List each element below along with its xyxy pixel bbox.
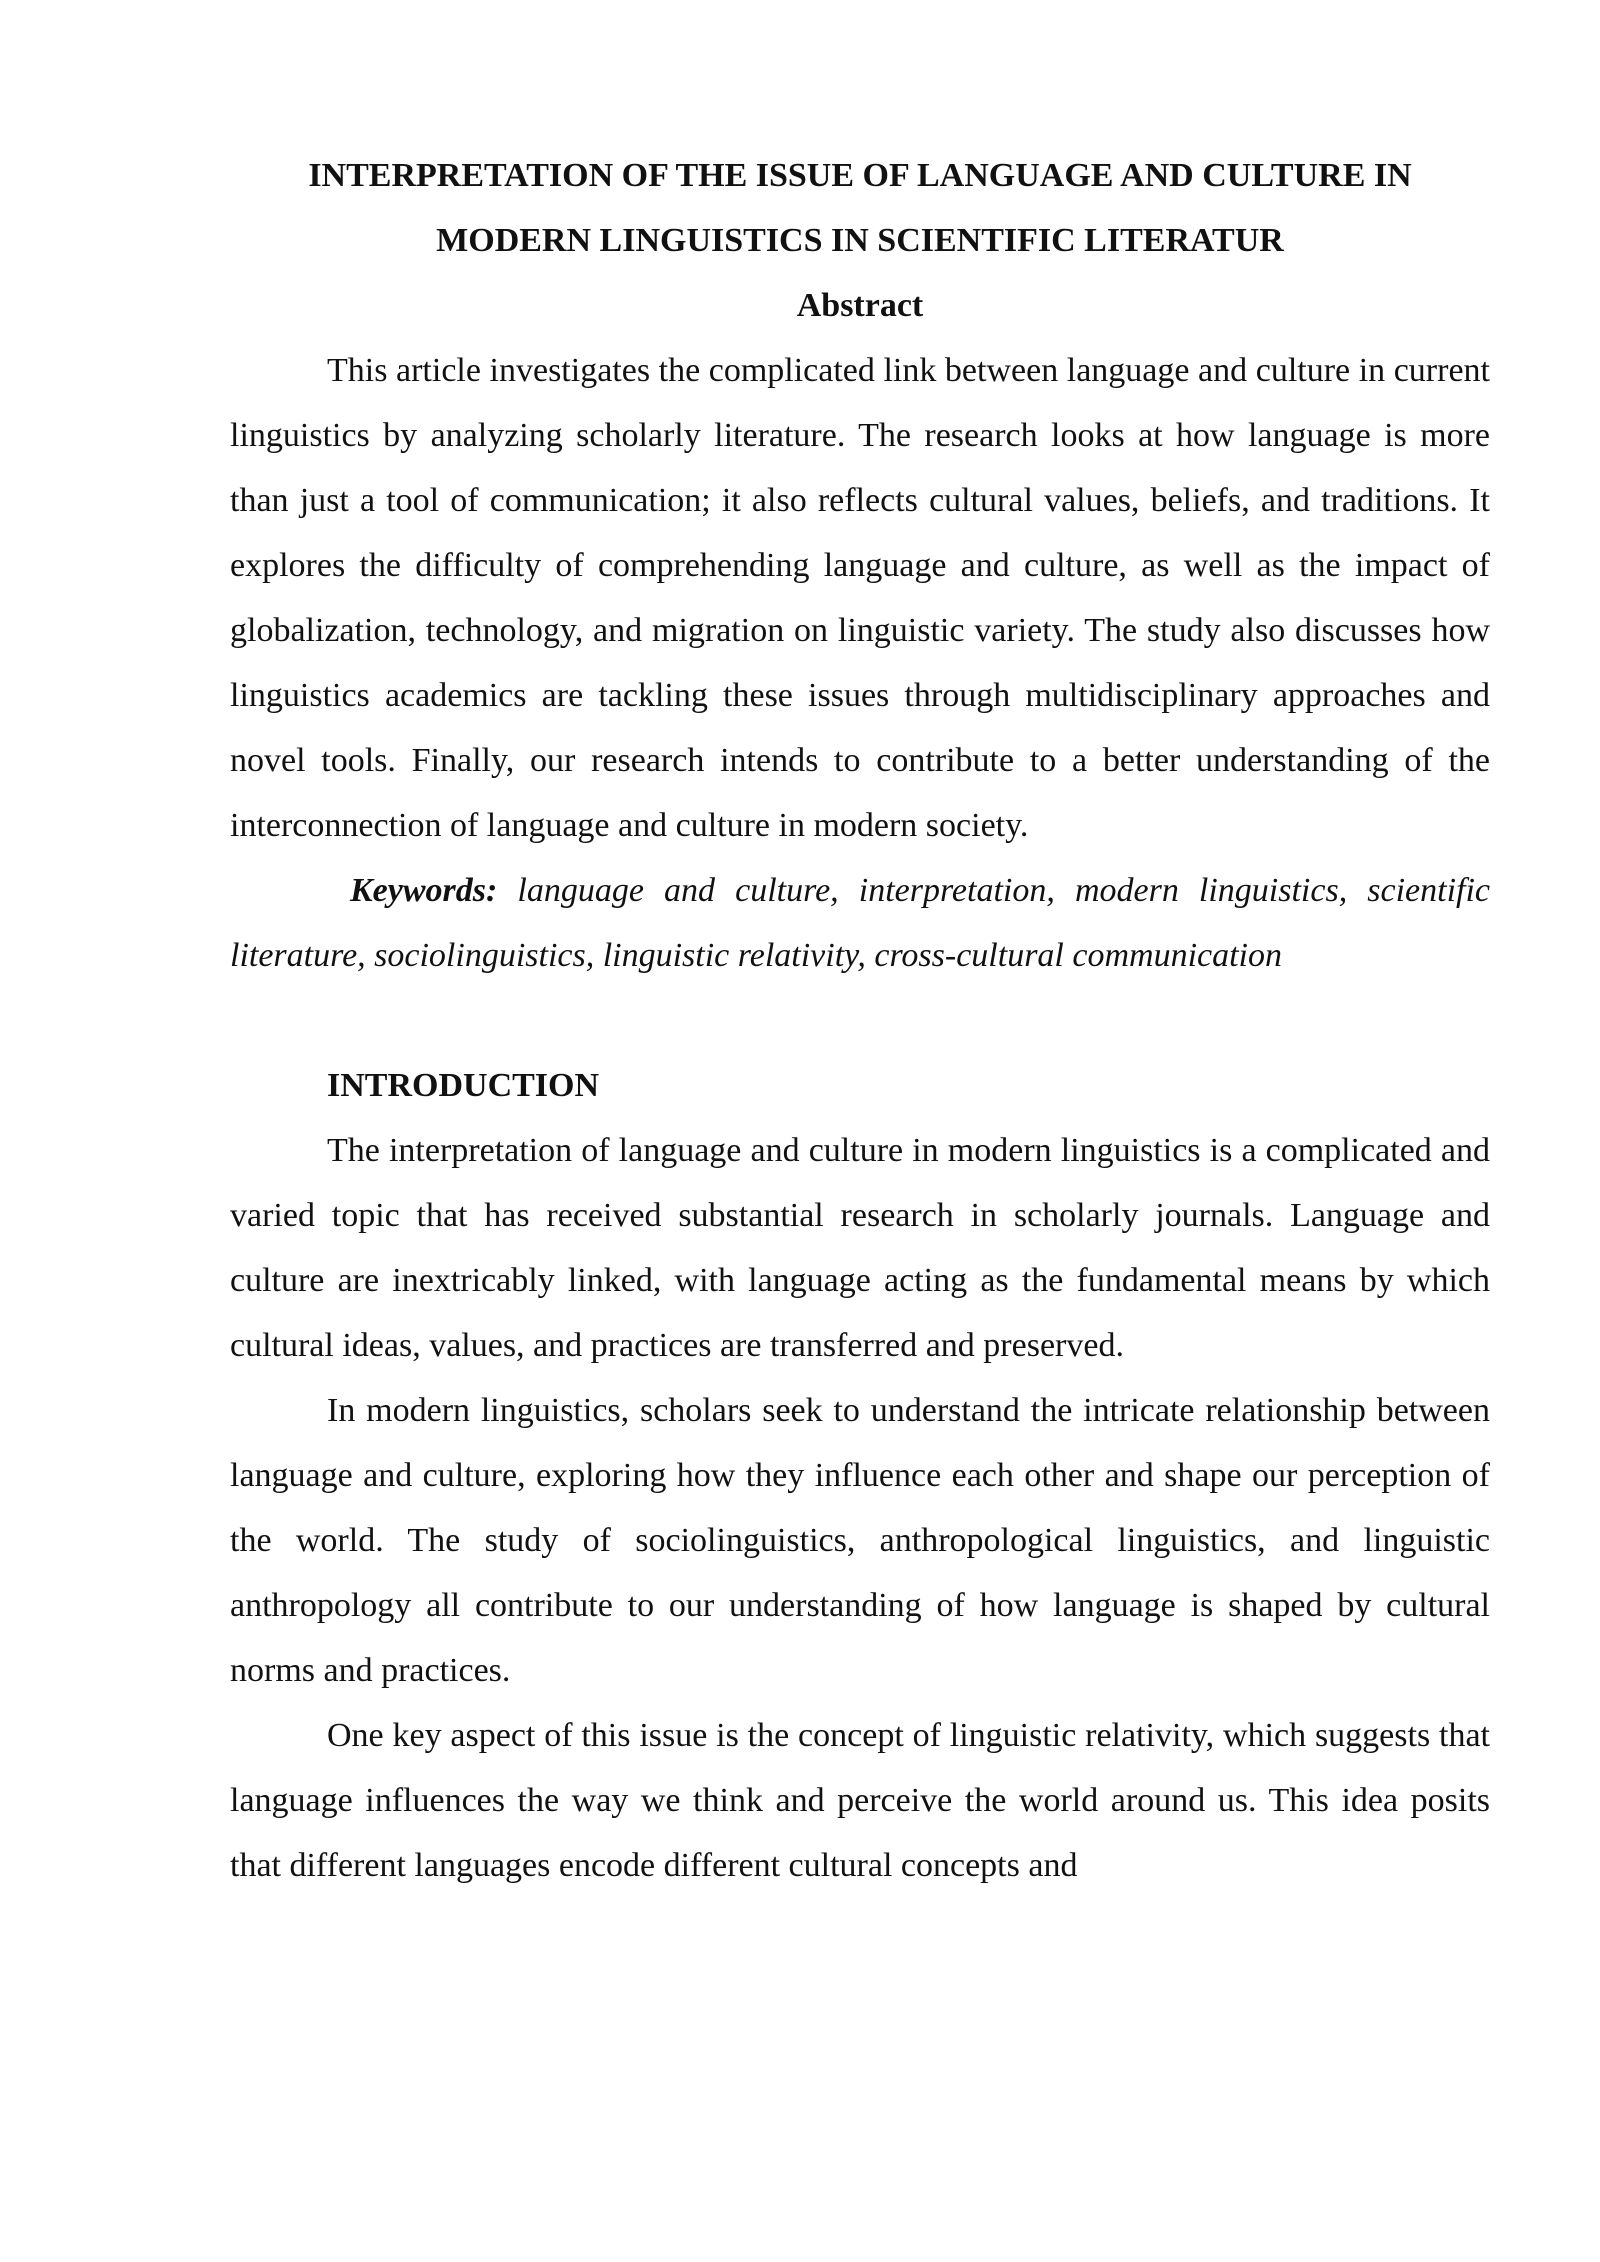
abstract-heading: Abstract: [796, 287, 924, 324]
abstract-text: This article investigates the complicated link between language and culture in current linguistics by analyzing scholarly literature. The research looks at how language is more than just a tool of communication; it also reflects cultural values, beliefs, and traditions. It explores the difficulty of comprehending language and culture, as well as the impact of globalization, technology, and migration on linguistic variety. The study also discusses how linguistics academics are tackling these issues through multidisciplinary approaches and novel tools. Finally, our research intends to contribute to a better understanding of the interconnection of language and culture in modern society.: [230, 352, 1490, 844]
introduction-paragraph-2: In modern linguistics, scholars seek to understand the intricate relationship between language and culture, exploring how they influence each other and shape our perception of the world. The study of sociolinguistics, anthropological linguistics, and linguistic anthropology all contribute to our understanding of how language is shaped by cultural norms and practices.: [230, 1392, 1490, 1689]
title-line-1: INTERPRETATION OF THE ISSUE OF LANGUAGE AND CULTURE IN: [308, 157, 1412, 194]
paper-title: [230, 143, 1490, 273]
blank-line: [230, 988, 1490, 1053]
introduction-paragraph-1: The interpretation of language and culture in modern linguistics is a complicated and varied topic that has received substantial research in scholarly journals. Language and culture are inextricably linked, with language acting as the fundamental means by which cultural ideas, values, and practices are transferred and preserved.: [230, 1132, 1490, 1364]
keywords-paragraph: [230, 858, 1490, 988]
title-line-2: MODERN LINGUISTICS IN SCIENTIFIC LITERATUR: [436, 222, 1284, 259]
keywords-label: Keywords:: [350, 872, 498, 909]
introduction-paragraph-3: One key aspect of this issue is the concept of linguistic relativity, which suggests that language influences the way we think and perceive the world around us. This idea posits that different languages encode different cultural concepts and: [230, 1717, 1490, 1884]
keywords-text: language and culture, interpretation, modern linguistics, scientific literature, sociolinguistics, linguistic relativity, cross-cultural communication: [230, 872, 1491, 974]
page-content: [230, 143, 1490, 1898]
introduction-heading: INTRODUCTION: [327, 1067, 600, 1104]
